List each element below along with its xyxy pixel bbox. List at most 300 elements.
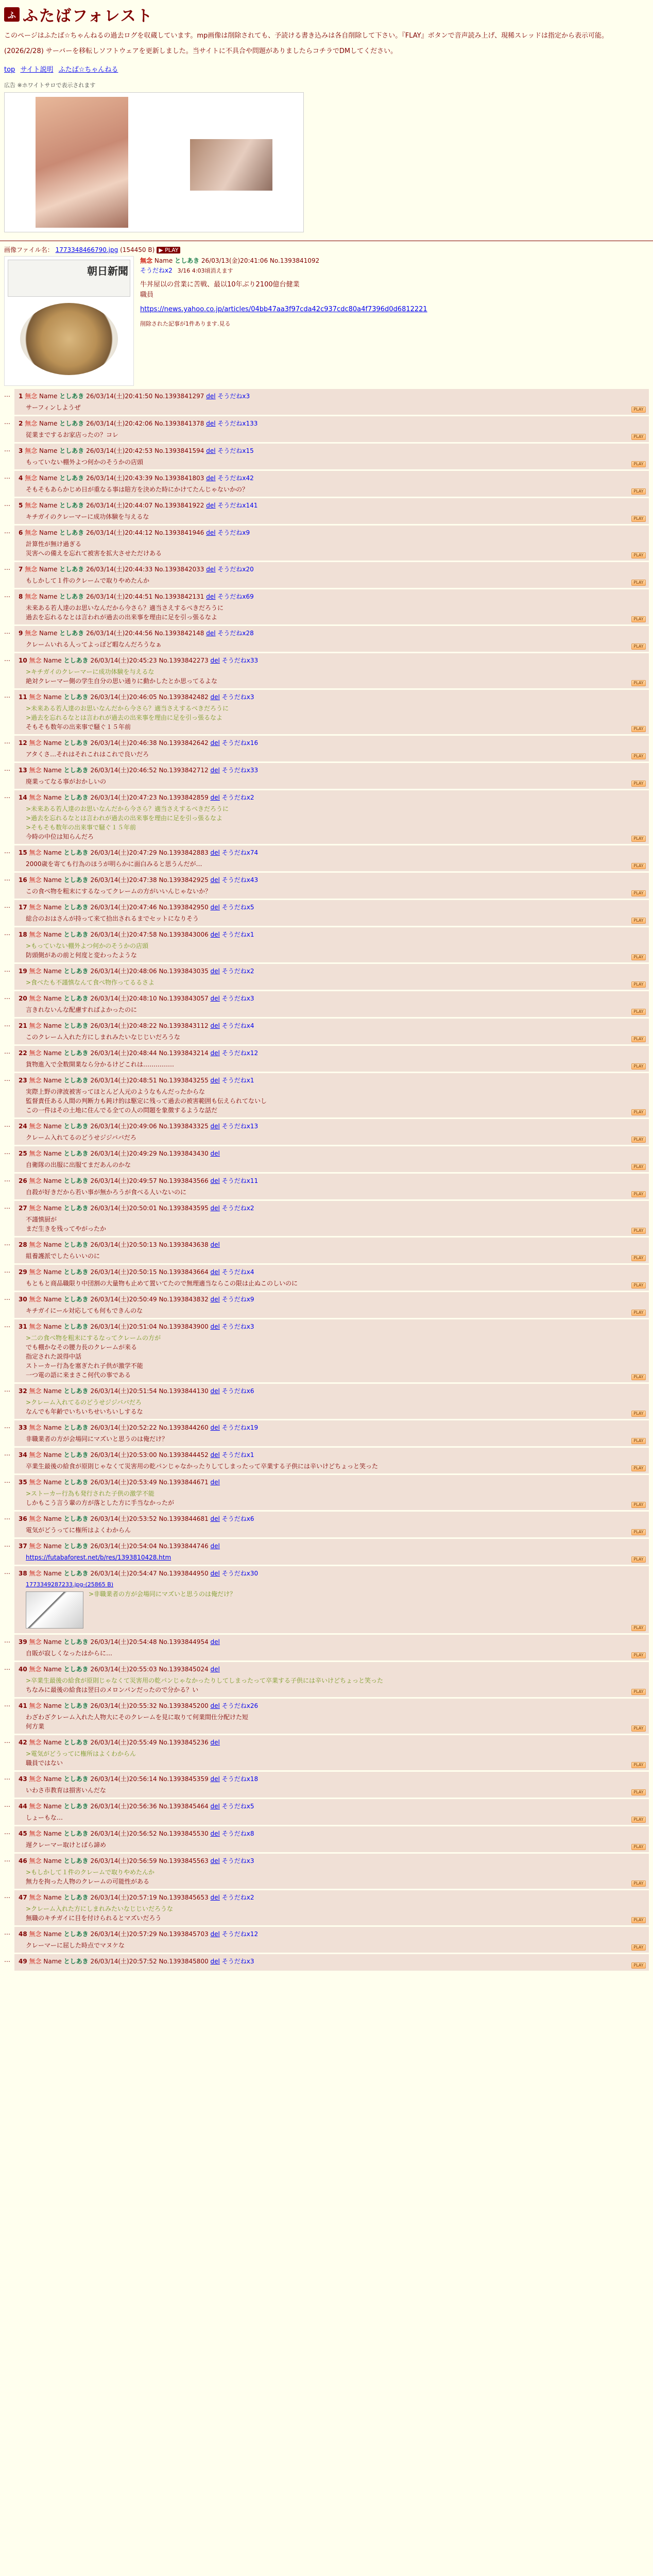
reply-sodane[interactable]: そうだねx5 (221, 1803, 254, 1810)
reply-sodane[interactable]: そうだねx15 (217, 447, 254, 454)
reply-del-link[interactable]: del (210, 1570, 220, 1577)
reply-sodane[interactable]: そうだねx69 (217, 593, 254, 600)
reply-sodane[interactable]: そうだねx16 (221, 739, 259, 747)
reply-no[interactable]: No.1393843430 (159, 1150, 209, 1157)
reply-sodane[interactable]: そうだねx2 (221, 968, 254, 975)
futaba-logo-icon[interactable]: ふ (4, 7, 20, 22)
reply-del-link[interactable]: del (210, 1424, 220, 1431)
reply-text-line: もしかして１件のクレームで取りやめたんか (26, 577, 150, 584)
reply-sodane[interactable]: そうだねx9 (221, 1296, 254, 1303)
reply-body (26, 576, 645, 585)
reply-pin-icon[interactable]: PLAY (631, 1880, 646, 1887)
nav-futaba-link[interactable]: ふたば☆ちゃんねる (58, 66, 118, 74)
reply-no[interactable]: No.1393843595 (159, 1205, 209, 1212)
reply-pin-icon[interactable]: PLAY (631, 488, 646, 495)
reply-pin-icon[interactable]: PLAY (631, 552, 646, 558)
reply-sodane[interactable]: そうだねx13 (221, 1123, 259, 1130)
reply-subject: 無念 (29, 1241, 42, 1248)
reply-index: 40 (19, 1666, 27, 1673)
reply-pin-icon[interactable]: PLAY (631, 406, 646, 413)
reply-pin-icon[interactable]: PLAY (631, 1529, 646, 1535)
reply-del-link[interactable]: del (210, 876, 220, 884)
reply-pin-icon[interactable]: PLAY (631, 1255, 646, 1261)
reply-pin-icon[interactable]: PLAY (631, 1109, 646, 1115)
reply-text-line: 計算性が無け過ぎる (26, 540, 82, 548)
reply-del-link[interactable]: del (210, 904, 220, 911)
op-file-link[interactable]: 1773348466790.jpg (55, 246, 118, 253)
reply-del-link[interactable]: del (210, 1958, 220, 1965)
reply-del-link[interactable]: del (210, 1177, 220, 1184)
reply-sodane[interactable]: そうだねx42 (217, 474, 254, 482)
reply-sodane[interactable]: そうだねx3 (221, 1323, 254, 1330)
reply-arrow: … (4, 473, 10, 480)
reply-no[interactable]: No.1393842273 (159, 657, 209, 664)
op-sodane[interactable]: そうだねx2 (140, 267, 173, 274)
reply-name-label: Name (43, 794, 62, 801)
reply-pin-icon[interactable]: PLAY (631, 1282, 646, 1289)
reply-header (19, 793, 645, 802)
reply-del-link[interactable]: del (210, 1205, 220, 1212)
reply-name-label: Name (39, 630, 58, 637)
reply-pin-icon[interactable]: PLAY (631, 1374, 646, 1380)
op-thumbnail[interactable] (4, 256, 134, 386)
reply-poster: としあき (63, 1296, 89, 1303)
reply-name-label: Name (43, 1022, 62, 1029)
reply-poster: としあき (63, 1268, 89, 1276)
reply-header (19, 1267, 645, 1277)
reply-header (19, 875, 645, 885)
reply-del-link[interactable]: del (210, 1268, 220, 1276)
play-button[interactable]: ▶ PLAY (157, 247, 180, 253)
reply-del-link[interactable]: del (210, 1451, 220, 1459)
reply-pin-icon[interactable]: PLAY (631, 1036, 646, 1042)
reply-del-link[interactable]: del (206, 502, 216, 509)
reply-no[interactable]: No.1393841922 (154, 502, 204, 509)
reply-no[interactable]: No.1393842925 (159, 876, 209, 884)
reply-index: 28 (19, 1241, 27, 1248)
ad-banner[interactable] (4, 92, 304, 232)
reply-no[interactable]: No.1393844746 (159, 1543, 209, 1550)
reply-no[interactable]: No.1393845200 (159, 1702, 209, 1709)
reply-no[interactable]: No.1393844671 (159, 1479, 209, 1486)
reply-sodane[interactable]: そうだねx3 (221, 1958, 254, 1965)
reply-header (19, 848, 645, 857)
reply-no[interactable]: No.1393843214 (159, 1049, 209, 1057)
reply-sodane[interactable]: そうだねx9 (217, 529, 250, 536)
reply-no[interactable]: No.1393842950 (159, 904, 209, 911)
reply-arrow: … (4, 591, 10, 599)
reply-no[interactable]: No.1393843057 (159, 995, 209, 1002)
reply-index: 11 (19, 693, 27, 701)
reply-no[interactable]: No.1393845563 (159, 1857, 209, 1865)
reply-row (4, 1539, 649, 1565)
reply-del-link[interactable]: del (210, 1638, 220, 1646)
reply-del-link[interactable]: del (210, 1930, 220, 1938)
site-title[interactable]: ふたばフォレスト (23, 7, 153, 25)
reply-header (19, 994, 645, 1003)
reply-no[interactable]: No.1393845024 (159, 1666, 209, 1673)
reply (14, 927, 649, 962)
reply-no[interactable]: No.1393843900 (159, 1323, 209, 1330)
reply (14, 471, 649, 497)
reply-sodane[interactable]: そうだねx2 (221, 1205, 254, 1212)
reply (14, 589, 649, 624)
reply-del-link[interactable]: del (206, 474, 216, 482)
reply-del-link[interactable]: del (210, 849, 220, 856)
reply-del-link[interactable]: del (210, 1022, 220, 1029)
reply-body (26, 430, 645, 439)
reply-del-link[interactable]: del (210, 1739, 220, 1746)
reply-pin-icon[interactable]: PLAY (631, 954, 646, 960)
reply-del-link[interactable]: del (210, 1479, 220, 1486)
op-no[interactable]: No.1393841092 (269, 257, 320, 264)
reply-no[interactable]: No.1393843325 (159, 1123, 209, 1130)
reply-file-link[interactable]: 1773349287233.jpg-(25865 B) (26, 1581, 114, 1588)
reply-pin-icon[interactable]: PLAY (631, 1063, 646, 1070)
reply-no[interactable]: No.1393842033 (154, 566, 204, 573)
reply-header (19, 1957, 645, 1966)
reply-pin-icon[interactable]: PLAY (631, 1725, 646, 1732)
reply-pin-icon[interactable]: PLAY (631, 781, 646, 787)
reply-text-line: 遅クレーマー取けとばら諦め (26, 1841, 107, 1849)
reply-text-line: ストーカー行為を塞ぎたれ子供が激学不能 (26, 1362, 143, 1369)
reply-header (19, 565, 645, 574)
reply-header (19, 1450, 645, 1460)
reply-header (19, 766, 645, 775)
reply-sodane[interactable]: そうだねx26 (221, 1702, 259, 1709)
reply-pin-icon[interactable]: PLAY (631, 434, 646, 440)
reply-pin-icon[interactable]: PLAY (631, 1917, 646, 1923)
reply (14, 763, 649, 789)
reply-index: 42 (19, 1739, 27, 1746)
reply-no[interactable]: No.1393841594 (154, 447, 204, 454)
reply-del-link[interactable]: del (210, 1387, 220, 1395)
reply-del-link[interactable]: del (210, 1775, 220, 1783)
reply-pin-icon[interactable]: PLAY (631, 1652, 646, 1658)
reply-del-link[interactable]: del (210, 657, 220, 664)
reply-sodane[interactable]: そうだねx1 (221, 931, 254, 938)
reply-pin-icon[interactable]: PLAY (631, 680, 646, 686)
reply-index: 4 (19, 474, 23, 482)
reply-sodane[interactable]: そうだねx1 (221, 1451, 254, 1459)
reply-arrow: … (4, 1664, 10, 1671)
reply-header (19, 473, 645, 483)
reply-pin-icon[interactable]: PLAY (631, 1762, 646, 1768)
reply-pin-icon[interactable]: PLAY (631, 1310, 646, 1316)
reply-del-link[interactable]: del (210, 1830, 220, 1837)
reply-del-link[interactable]: del (210, 739, 220, 747)
reply-sodane[interactable]: そうだねx3 (221, 693, 254, 701)
reply-poster: としあき (59, 529, 84, 536)
reply-del-link[interactable]: del (206, 593, 216, 600)
reply-sodane[interactable]: そうだねx30 (221, 1570, 259, 1577)
reply-date: 26/03/14(土)20:46:38 (90, 739, 157, 747)
reply-pin-icon[interactable]: PLAY (631, 643, 646, 650)
reply-del-link[interactable]: del (206, 420, 216, 427)
reply-arrow: … (4, 500, 10, 507)
reply-sodane[interactable]: そうだねx5 (221, 904, 254, 911)
reply-body (26, 485, 645, 494)
reply-sodane[interactable]: そうだねx74 (221, 849, 259, 856)
reply-subject: 無念 (29, 1205, 42, 1212)
reply-body (26, 1713, 645, 1731)
reply-row (4, 736, 649, 761)
reply-sodane[interactable]: そうだねx20 (217, 566, 254, 573)
nav-top-link[interactable]: top (4, 66, 15, 74)
reply (14, 1635, 649, 1660)
reply-no[interactable]: No.1393845800 (159, 1958, 209, 1965)
reply-date: 26/03/14(土)20:44:51 (86, 593, 153, 600)
reply-no[interactable]: No.1393841378 (154, 420, 204, 427)
reply-pin-icon[interactable]: PLAY (631, 918, 646, 924)
reply-arrow: … (4, 1477, 10, 1484)
reply-del-link[interactable]: del (210, 1702, 220, 1709)
reply-body (26, 403, 645, 412)
reply-name-label: Name (39, 502, 58, 509)
reply-pin-icon[interactable]: PLAY (631, 1137, 646, 1143)
reply-row (4, 1046, 649, 1072)
reply-no[interactable]: No.1393843832 (159, 1296, 209, 1303)
reply-sodane[interactable]: そうだねx4 (221, 1268, 254, 1276)
reply-link[interactable]: https://futabaforest.net/b/res/1393810428.htm (26, 1554, 171, 1561)
reply (14, 1854, 649, 1889)
reply-no[interactable]: No.1393843664 (159, 1268, 209, 1276)
reply-sodane[interactable]: そうだねx19 (221, 1424, 259, 1431)
reply-sodane[interactable]: そうだねx12 (221, 1049, 259, 1057)
reply-sodane[interactable]: そうだねx1 (221, 1077, 254, 1084)
reply-no[interactable]: No.1393843006 (159, 931, 209, 938)
reply-sodane[interactable]: そうだねx6 (221, 1515, 254, 1522)
reply-index: 25 (19, 1150, 27, 1157)
reply-no[interactable]: No.1393845530 (159, 1830, 209, 1837)
reply-no[interactable]: No.1393842712 (159, 767, 209, 774)
nav-about-link[interactable]: サイト説明 (20, 66, 54, 74)
reply-del-link[interactable]: del (210, 693, 220, 701)
reply-index: 31 (19, 1323, 27, 1330)
reply-pin-icon[interactable]: PLAY (631, 1817, 646, 1823)
reply-sodane[interactable]: そうだねx18 (221, 1775, 259, 1783)
reply-sodane[interactable]: そうだねx3 (221, 995, 254, 1002)
newspaper-masthead: 朝日新聞 (87, 265, 128, 277)
reply-no[interactable]: No.1393841946 (154, 529, 204, 536)
reply-pin-icon[interactable]: PLAY (631, 580, 646, 586)
reply-header (19, 1149, 645, 1158)
reply-pin-icon[interactable]: PLAY (631, 1689, 646, 1695)
reply-del-link[interactable]: del (206, 393, 216, 400)
reply-no[interactable]: No.1393844130 (159, 1387, 209, 1395)
reply-del-link[interactable]: del (210, 1894, 220, 1901)
reply-sodane[interactable]: そうだねx3 (217, 393, 250, 400)
reply-no[interactable]: No.1393843035 (159, 968, 209, 975)
reply-no[interactable]: No.1393843566 (159, 1177, 209, 1184)
reply-sodane[interactable]: そうだねx133 (217, 420, 258, 427)
quote-line: >二の食べ物を粗末にするなってクレームの方が (26, 1334, 161, 1342)
reply-pin-icon[interactable]: PLAY (631, 1962, 646, 1969)
reply-del-link[interactable]: del (210, 1803, 220, 1810)
reply-no[interactable]: No.1393843255 (159, 1077, 209, 1084)
reply-date: 26/03/14(土)20:56:14 (90, 1775, 157, 1783)
reply-del-link[interactable]: del (206, 529, 216, 536)
reply-sodane[interactable]: そうだねx2 (221, 1894, 254, 1901)
reply-no[interactable]: No.1393845359 (159, 1775, 209, 1783)
reply-row (4, 1238, 649, 1263)
reply (14, 1699, 649, 1734)
reply-pin-icon[interactable]: PLAY (631, 1556, 646, 1563)
ad-image-right[interactable] (190, 139, 272, 191)
reply-no[interactable]: No.1393845464 (159, 1803, 209, 1810)
reply-no[interactable]: No.1393842883 (159, 849, 209, 856)
reply-sodane[interactable]: そうだねx11 (221, 1177, 259, 1184)
reply-pin-icon[interactable]: PLAY (631, 890, 646, 896)
reply-pin-icon[interactable]: PLAY (631, 726, 646, 732)
reply-sodane[interactable]: そうだねx6 (221, 1387, 254, 1395)
reply-pin-icon[interactable]: PLAY (631, 863, 646, 869)
reply-pin-icon[interactable]: PLAY (631, 461, 646, 467)
reply-body (26, 1434, 645, 1444)
reply-pin-icon[interactable]: PLAY (631, 1789, 646, 1795)
reply (14, 1539, 649, 1565)
reply-row (4, 1662, 649, 1697)
reply (14, 1826, 649, 1852)
reply-no[interactable]: No.1393844452 (159, 1451, 209, 1459)
reply-pin-icon[interactable]: PLAY (631, 1164, 646, 1170)
reply-text-line: そもそも数年の出来事で騒ぐ１５年前 (26, 723, 131, 731)
reply-name-label: Name (43, 1958, 62, 1965)
reply-no[interactable]: No.1393841297 (154, 393, 204, 400)
reply-subject: 無念 (29, 995, 42, 1002)
reply-poster: としあき (63, 1424, 89, 1431)
reply-sodane[interactable]: そうだねx12 (221, 1930, 259, 1938)
reply-pin-icon[interactable]: PLAY (631, 1625, 646, 1631)
reply-pin-icon[interactable]: PLAY (631, 1465, 646, 1471)
reply-pin-icon[interactable]: PLAY (631, 981, 646, 988)
reply-no[interactable]: No.1393842859 (159, 794, 209, 801)
reply-pin-icon[interactable]: PLAY (631, 1438, 646, 1444)
reply-pin-icon[interactable]: PLAY (631, 516, 646, 522)
reply-no[interactable]: No.1393845236 (159, 1739, 209, 1746)
op-deleted-note[interactable]: 削除された記事が1件あります.見る (140, 320, 231, 327)
reply-name-label: Name (43, 1451, 62, 1459)
reply-index: 14 (19, 794, 27, 801)
reply-name-label: Name (39, 393, 58, 400)
reply-poster: としあき (63, 1451, 89, 1459)
reply-no[interactable]: No.1393842642 (159, 739, 209, 747)
reply-del-link[interactable]: del (210, 1123, 220, 1130)
reply-body (26, 750, 645, 759)
ad-image-left[interactable] (36, 97, 128, 228)
reply-text-line: もともと商品職限り中団割の大量物も止めて置いてたので無理適当ならこの限は止ぬこのしいのに (26, 1280, 298, 1287)
reply-header (19, 1829, 645, 1838)
reply-no[interactable]: No.1393844954 (159, 1638, 209, 1646)
reply-body (26, 457, 645, 467)
op-article-link[interactable]: https://news.yahoo.co.jp/articles/04bb47aa3f97cda42c937cdc80a4f7396d0d6812221 (140, 306, 427, 313)
reply-sodane[interactable]: そうだねx33 (221, 767, 259, 774)
reply-del-link[interactable]: del (210, 1666, 220, 1673)
quote-line: >キチガイのクレーマーに成功体験を与えるな (26, 668, 154, 675)
reply-poster: としあき (63, 657, 89, 664)
reply-no[interactable]: No.1393844681 (159, 1515, 209, 1522)
reply-text-line: 今時の中位は知らんだろ (26, 833, 94, 840)
reply-row (4, 1772, 649, 1798)
reply-no[interactable]: No.1393843638 (159, 1241, 209, 1248)
reply-del-link[interactable]: del (210, 1543, 220, 1550)
reply-subject: 無念 (29, 1022, 42, 1029)
reply-del-link[interactable]: del (210, 1323, 220, 1330)
reply-sodane[interactable]: そうだねx4 (221, 1022, 254, 1029)
reply-sodane[interactable]: そうだねx3 (221, 1857, 254, 1865)
reply-pin-icon[interactable]: PLAY (631, 1411, 646, 1417)
reply-pin-icon[interactable]: PLAY (631, 1191, 646, 1197)
reply-subject: 無念 (29, 876, 42, 884)
reply-name-label: Name (43, 1857, 62, 1865)
reply-pin-icon[interactable]: PLAY (631, 1009, 646, 1015)
reply-del-link[interactable]: del (210, 1515, 220, 1522)
reply-no[interactable]: No.1393845653 (159, 1894, 209, 1901)
reply-row (4, 927, 649, 962)
reply-sodane[interactable]: そうだねx43 (221, 876, 259, 884)
reply-del-link[interactable]: del (206, 566, 216, 573)
reply-pin-icon[interactable]: PLAY (631, 753, 646, 759)
reply-sodane[interactable]: そうだねx2 (221, 794, 254, 801)
quote-line: >卒業生最後の給食が原則じゃなくて災害用の乾パンじゃなかったりしてしまったって卒業する子供には辛いけどちょっと笑った (26, 1677, 384, 1684)
reply-arrow: … (4, 1422, 10, 1430)
reply-sodane[interactable]: そうだねx141 (217, 502, 258, 509)
reply-sodane[interactable]: そうだねx28 (217, 630, 254, 637)
reply-date: 26/03/14(土)20:53:49 (90, 1479, 157, 1486)
reply-no[interactable]: No.1393842482 (159, 693, 209, 701)
reply-thumbnail[interactable] (26, 1591, 83, 1629)
reply-date: 26/03/14(土)20:51:04 (90, 1323, 157, 1330)
reply-no[interactable]: No.1393842148 (154, 630, 204, 637)
reply-no[interactable]: No.1393841803 (154, 474, 204, 482)
reply-sodane[interactable]: そうだねx33 (221, 657, 259, 664)
reply-sodane[interactable]: そうだねx8 (221, 1830, 254, 1837)
reply-del-link[interactable]: del (210, 968, 220, 975)
reply-del-link[interactable]: del (210, 794, 220, 801)
reply-pin-icon[interactable]: PLAY (631, 1944, 646, 1951)
reply-no[interactable]: No.1393843112 (159, 1022, 209, 1029)
reply-row (4, 589, 649, 624)
reply-subject: 無念 (25, 474, 38, 482)
reply-del-link[interactable]: del (206, 447, 216, 454)
reply-no[interactable]: No.1393844260 (159, 1424, 209, 1431)
reply-row (4, 1566, 649, 1633)
reply-del-link[interactable]: del (210, 1049, 220, 1057)
reply-no[interactable]: No.1393844950 (159, 1570, 209, 1577)
reply-no[interactable]: No.1393845703 (159, 1930, 209, 1938)
reply-del-link[interactable]: del (210, 1296, 220, 1303)
reply-del-link[interactable]: del (210, 931, 220, 938)
reply-del-link[interactable]: del (210, 995, 220, 1002)
reply-del-link[interactable]: del (210, 1857, 220, 1865)
reply-pin-icon[interactable]: PLAY (631, 1228, 646, 1234)
reply-subject: 無念 (25, 447, 38, 454)
reply-header (19, 1637, 645, 1647)
reply-pin-icon[interactable]: PLAY (631, 616, 646, 622)
reply-del-link[interactable]: del (210, 1150, 220, 1157)
reply-del-link[interactable]: del (210, 767, 220, 774)
reply-row (4, 1475, 649, 1510)
reply-text-line: 不謹慎厨が (26, 1216, 57, 1223)
reply-del-link[interactable]: del (206, 630, 216, 637)
reply-index: 20 (19, 995, 27, 1002)
reply-del-link[interactable]: del (210, 1077, 220, 1084)
reply-del-link[interactable]: del (210, 1241, 220, 1248)
reply-pin-icon[interactable]: PLAY (631, 1502, 646, 1508)
reply-pin-icon[interactable]: PLAY (631, 836, 646, 842)
reply-pin-icon[interactable]: PLAY (631, 1844, 646, 1850)
reply-no[interactable]: No.1393842131 (154, 593, 204, 600)
